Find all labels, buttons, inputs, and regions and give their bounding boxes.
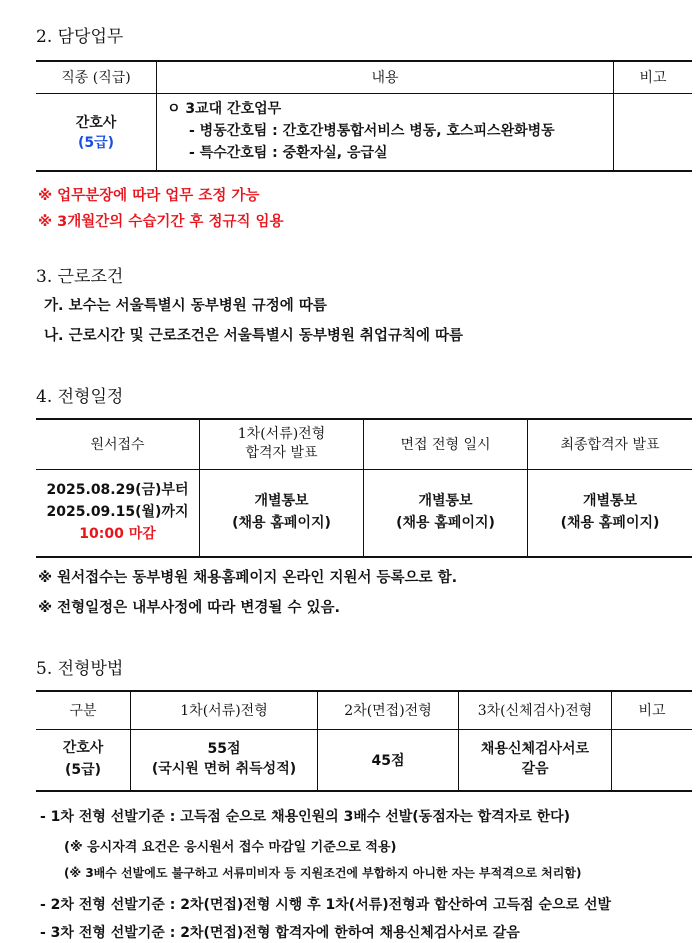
third-cell <box>459 729 612 791</box>
final-cell <box>528 469 693 557</box>
content-title: ㅇ 3교대 간호업무 <box>167 101 282 118</box>
header-remark: 비고 <box>614 61 693 93</box>
section-title-conditions: 3. 근로조건 <box>36 267 124 287</box>
header-second: 2차(면접)전형 <box>318 691 459 729</box>
condition-item: 나. 근로시간 및 근로조건은 서울특별시 동부병원 취업규칙에 따름 <box>44 328 464 344</box>
method-note: - 2차 전형 선발기준 : 2차(면접)전형 시행 후 1차(서류)전형과 합산하여 고득점 순으로 선발 <box>40 897 612 913</box>
header-category: 구분 <box>36 691 131 729</box>
method-note: - 1차 전형 선발기준 : 고득점 순으로 채용인원의 3배수 선발(동점자는 합격자로 한다) <box>40 809 571 825</box>
interview-cell <box>364 469 528 557</box>
method-note: - 3차 전형 선발기준 : 2차(면접)전형 합격자에 한하여 채용신체검사서로 갈음 <box>40 925 520 941</box>
content-cell <box>157 93 614 171</box>
job-title: 간호사 <box>75 114 117 131</box>
schedule-table <box>36 418 692 558</box>
header-first-line2: 합격자 발표 <box>245 445 318 462</box>
duties-note: ※ 업무분장에 따라 업무 조정 가능 <box>38 188 260 204</box>
role-title: 간호사 <box>62 740 104 757</box>
method-remark-cell <box>612 729 693 791</box>
job-grade: (5급) <box>77 134 115 151</box>
duties-note: ※ 3개월간의 수습기간 후 정규직 임용 <box>38 214 284 230</box>
header-job: 직종 (직급) <box>36 61 157 93</box>
header-first-line1: 1차(서류)전형 <box>237 426 326 443</box>
content-line: - 특수간호팀 : 중환자실, 응급실 <box>189 144 388 161</box>
condition-item: 가. 보수는 서울특별시 동부병원 규정에 따름 <box>44 298 327 314</box>
content-line: - 병동간호팀 : 간호간병통합서비스 병동, 호스피스완화병동 <box>189 122 555 139</box>
third-line1: 채용신체검사서로 <box>480 741 590 758</box>
role-cell <box>36 729 131 791</box>
header-content: 내용 <box>157 61 614 93</box>
application-deadline: 10:00 마감 <box>79 525 156 542</box>
header-first-result <box>200 419 364 469</box>
first-detail: (국시원 면허 취득성적) <box>151 760 297 777</box>
first-result-cell <box>200 469 364 557</box>
header-first: 1차(서류)전형 <box>131 691 318 729</box>
header-remark: 비고 <box>612 691 693 729</box>
header-final: 최종합격자 발표 <box>528 419 693 469</box>
notice-main: 개별통보 <box>254 493 309 510</box>
first-score: 55점 <box>207 741 241 758</box>
notice-main: 개별통보 <box>418 493 473 510</box>
header-interview: 면접 전형 일시 <box>364 419 528 469</box>
header-third: 3차(신체검사)전형 <box>459 691 612 729</box>
section-title-schedule: 4. 전형일정 <box>36 387 124 407</box>
schedule-note: ※ 전형일정은 내부사정에 따라 변경될 수 있음. <box>38 600 341 616</box>
header-application: 원서접수 <box>36 419 200 469</box>
application-start: 2025.08.29(금)부터 <box>46 482 189 499</box>
remark-cell <box>614 93 693 171</box>
method-note: (※ 3배수 선발에도 불구하고 서류미비자 등 지원조건에 부합하지 아니한 자는 부적격으로 처리함) <box>64 866 582 880</box>
duties-table <box>36 60 692 172</box>
third-line2: 갈음 <box>521 760 549 777</box>
first-cell <box>131 729 318 791</box>
job-cell <box>36 93 157 171</box>
notice-main: 개별통보 <box>582 493 638 510</box>
method-table <box>36 690 692 792</box>
notice-sub: (채용 홈페이지) <box>560 514 660 531</box>
schedule-note: ※ 원서접수는 동부병원 채용홈페이지 온라인 지원서 등록으로 함. <box>38 570 458 586</box>
method-note: (※ 응시자격 요건은 응시원서 접수 마감일 기준으로 적용) <box>64 840 397 855</box>
application-cell <box>36 469 200 557</box>
role-grade: (5급) <box>64 761 102 778</box>
application-end: 2025.09.15(월)까지 <box>46 503 189 520</box>
notice-sub: (채용 홈페이지) <box>396 514 495 531</box>
section-title-duties: 2. 담당업무 <box>36 27 124 47</box>
second-cell: 45점 <box>318 729 459 791</box>
section-title-method: 5. 전형방법 <box>36 659 124 679</box>
notice-sub: (채용 홈페이지) <box>232 514 331 531</box>
